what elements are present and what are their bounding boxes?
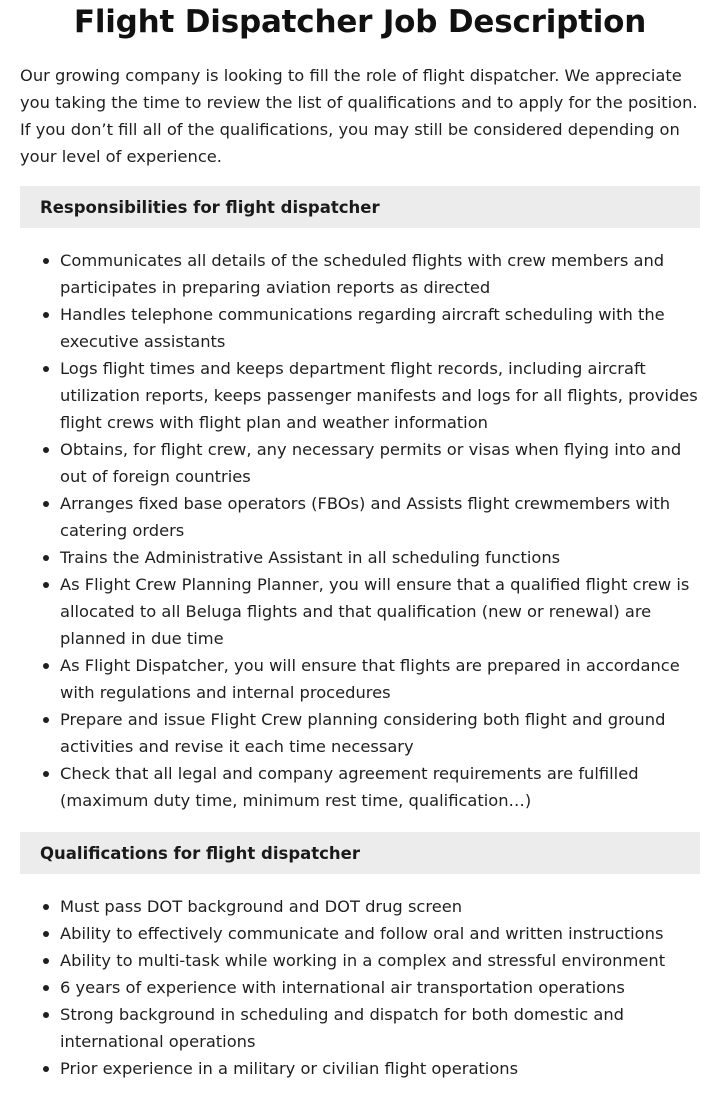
list-item: Must pass DOT background and DOT drug screen: [60, 893, 700, 920]
list-item: Ability to multi-task while working in a complex and stressful environment: [60, 947, 700, 974]
page-title: Flight Dispatcher Job Description: [73, 4, 647, 40]
list-item: Handles telephone communications regarding aircraft scheduling with the executive assistants: [60, 301, 700, 355]
list-item: 6 years of experience with international air transportation operations: [60, 974, 700, 1001]
list-item: Logs flight times and keeps department flight records, including aircraft utilization reports, keeps passenger manifests and logs for all flights, provides flight crews with flight plan and weather information: [60, 355, 700, 436]
qualifications-list: [20, 893, 700, 1082]
list-item: As Flight Dispatcher, you will ensure that flights are prepared in accordance with regulations and internal procedures: [60, 652, 700, 706]
qualifications-heading: Qualifications for flight dispatcher: [40, 843, 361, 863]
list-item: Communicates all details of the scheduled flights with crew members and participates in preparing aviation reports as directed: [60, 247, 700, 301]
list-item: Prepare and issue Flight Crew planning considering both flight and ground activities and revise it each time necessary: [60, 706, 700, 760]
list-item: Obtains, for flight crew, any necessary permits or visas when flying into and out of foreign countries: [60, 436, 700, 490]
list-item: Strong background in scheduling and dispatch for both domestic and international operations: [60, 1001, 700, 1055]
list-item: Prior experience in a military or civilian flight operations: [60, 1055, 700, 1082]
list-item: Check that all legal and company agreement requirements are fulfilled (maximum duty time, minimum rest time, qualification…): [60, 760, 700, 814]
responsibilities-heading: Responsibilities for flight dispatcher: [40, 197, 380, 217]
qualifications-header: [20, 832, 700, 874]
responsibilities-header: [20, 186, 700, 228]
list-item: Arranges fixed base operators (FBOs) and Assists flight crewmembers with catering orders: [60, 490, 700, 544]
list-item: As Flight Crew Planning Planner, you will ensure that a qualified flight crew is allocated to all Beluga flights and that qualification (new or renewal) are planned in due time: [60, 571, 700, 652]
responsibilities-list: [20, 247, 700, 814]
list-item: Trains the Administrative Assistant in all scheduling functions: [60, 544, 700, 571]
intro-paragraph: Our growing company is looking to fill the role of flight dispatcher. We appreciate you taking the time to review the list of qualifications and to apply for the position. If you don’t fill all of the qualifications, you may still be considered depending on your level of experience.: [20, 66, 698, 166]
list-item: Ability to effectively communicate and follow oral and written instructions: [60, 920, 700, 947]
